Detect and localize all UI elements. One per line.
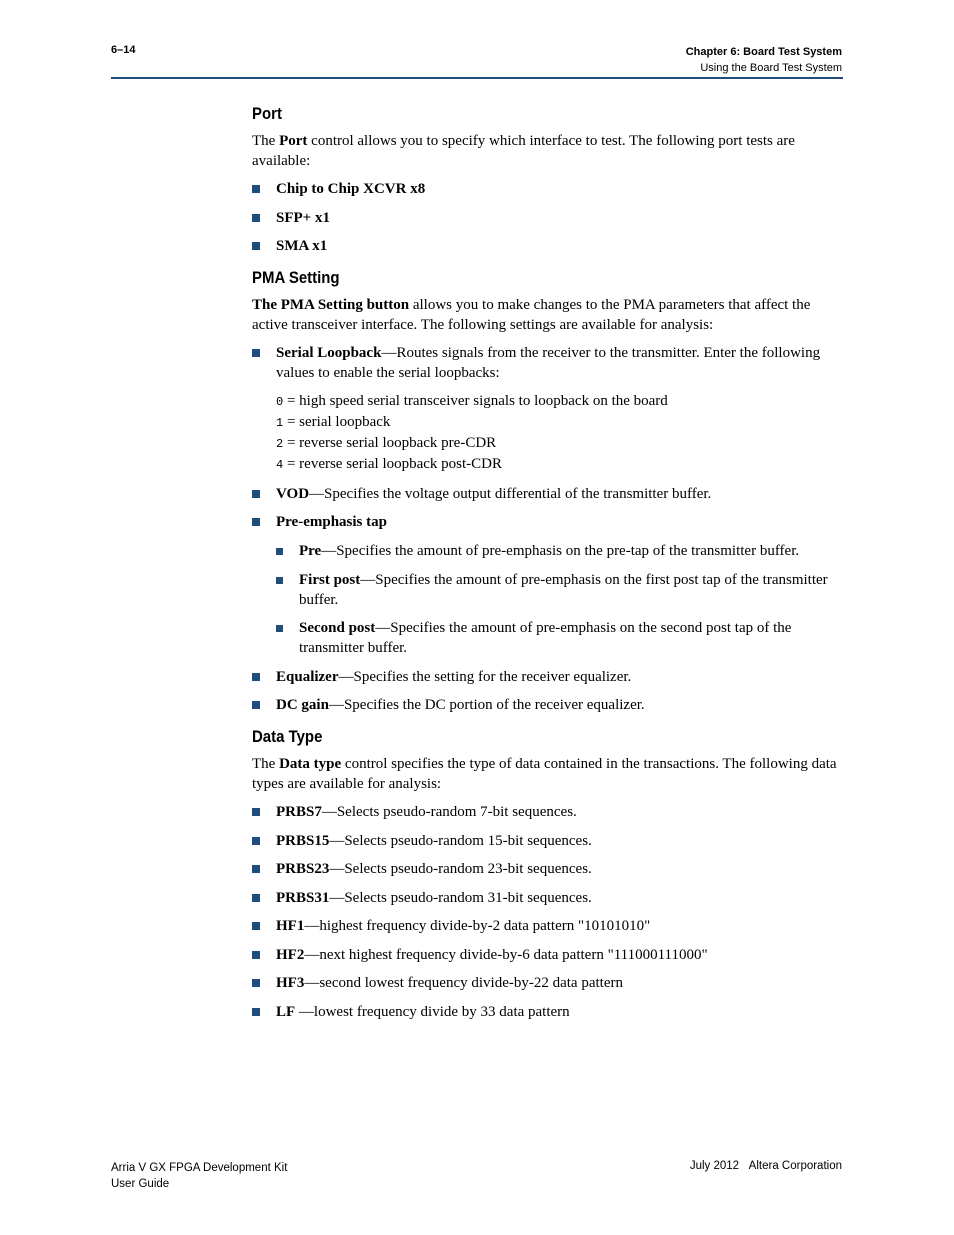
datatype-list bbox=[252, 802, 844, 1022]
list-item: Second post—Specifies the amount of pre-emphasis on the second post tap of the transmitter buffer. bbox=[276, 618, 844, 658]
list-item: LF —lowest frequency divide by 33 data pattern bbox=[252, 1002, 844, 1022]
list-item: DC gain—Specifies the DC portion of the receiver equalizer. bbox=[252, 695, 844, 715]
running-header bbox=[686, 44, 842, 76]
list-item: VOD—Specifies the voltage output differential of the transmitter buffer. bbox=[252, 484, 844, 504]
datatype-heading: Data Type bbox=[252, 727, 323, 746]
list-item: PRBS23—Selects pseudo-random 23-bit sequences. bbox=[252, 859, 844, 879]
port-heading: Port bbox=[252, 104, 282, 123]
footer-doc-title: Arria V GX FPGA Development Kit User Guide bbox=[111, 1162, 288, 1190]
section-title: Using the Board Test System bbox=[700, 62, 842, 74]
list-item: HF3—second lowest frequency divide-by-22 data pattern bbox=[252, 973, 844, 993]
pma-intro: The PMA Setting button allows you to make changes to the PMA parameters that affect the active transceiver interface. The following settings are available for analysis: bbox=[252, 297, 811, 333]
chapter-title: Chapter 6: Board Test System bbox=[685, 46, 842, 58]
list-item: Pre—Specifies the amount of pre-emphasis on the pre-tap of the transmitter buffer. bbox=[276, 541, 844, 561]
list-item: Chip to Chip XCVR x8 bbox=[252, 179, 844, 199]
list-item: Pre-emphasis tap Pre—Specifies the amount of pre-emphasis on the pre-tap of the transmitter buffer. First post—Specifies the amount of pre-emphasis on the first post tap of the transmitter buffer. Second post—Specifies the amount of pre-emphasis on the second post tap of the transmitter buffer. bbox=[252, 512, 844, 658]
list-item: SFP+ x1 bbox=[252, 208, 844, 228]
pma-heading: PMA Setting bbox=[252, 268, 340, 287]
loopback-value: 2 = reverse serial loopback pre-CDR bbox=[276, 435, 497, 451]
loopback-value: 0 = high speed serial transceiver signals to loopback on the board bbox=[276, 393, 668, 409]
footer-date-company bbox=[690, 1160, 842, 1172]
footer-company: Altera Corporation bbox=[748, 1160, 842, 1172]
main-content bbox=[252, 104, 844, 1030]
loopback-value: 4 = reverse serial loopback post-CDR bbox=[276, 456, 503, 472]
port-intro: The Port control allows you to specify which interface to test. The following port tests are available: bbox=[252, 133, 795, 169]
page-number: 6–14 bbox=[111, 44, 136, 56]
list-item: HF2—next highest frequency divide-by-6 data pattern "111000111000" bbox=[252, 945, 844, 965]
list-item: SMA x1 bbox=[252, 236, 844, 256]
datatype-intro: The Data type control specifies the type of data contained in the transactions. The following data types are available for analysis: bbox=[252, 756, 837, 792]
footer-date: July 2012 bbox=[689, 1160, 740, 1172]
list-item: Equalizer—Specifies the setting for the receiver equalizer. bbox=[252, 667, 844, 687]
list-item: HF1—highest frequency divide-by-2 data pattern "10101010" bbox=[252, 916, 844, 936]
pma-list bbox=[252, 343, 844, 715]
loopback-value: 1 = serial loopback bbox=[276, 414, 391, 430]
list-item: First post—Specifies the amount of pre-emphasis on the first post tap of the transmitter buffer. bbox=[276, 570, 844, 610]
port-list bbox=[252, 179, 844, 256]
list-item: PRBS15—Selects pseudo-random 15-bit sequences. bbox=[252, 831, 844, 851]
list-item: Serial Loopback—Routes signals from the receiver to the transmitter. Enter the following values to enable the serial loopbacks: 0 = high speed serial transceiver signals to loopback on the board 1 = serial loopback 2 = reverse serial loopback pre-CDR 4 = reverse serial loopback post-CDR bbox=[252, 343, 844, 475]
header-rule bbox=[111, 77, 843, 79]
list-item: PRBS31—Selects pseudo-random 31-bit sequences. bbox=[252, 888, 844, 908]
preemphasis-sublist bbox=[276, 541, 844, 658]
loopback-values bbox=[276, 391, 844, 475]
list-item: PRBS7—Selects pseudo-random 7-bit sequences. bbox=[252, 802, 844, 822]
